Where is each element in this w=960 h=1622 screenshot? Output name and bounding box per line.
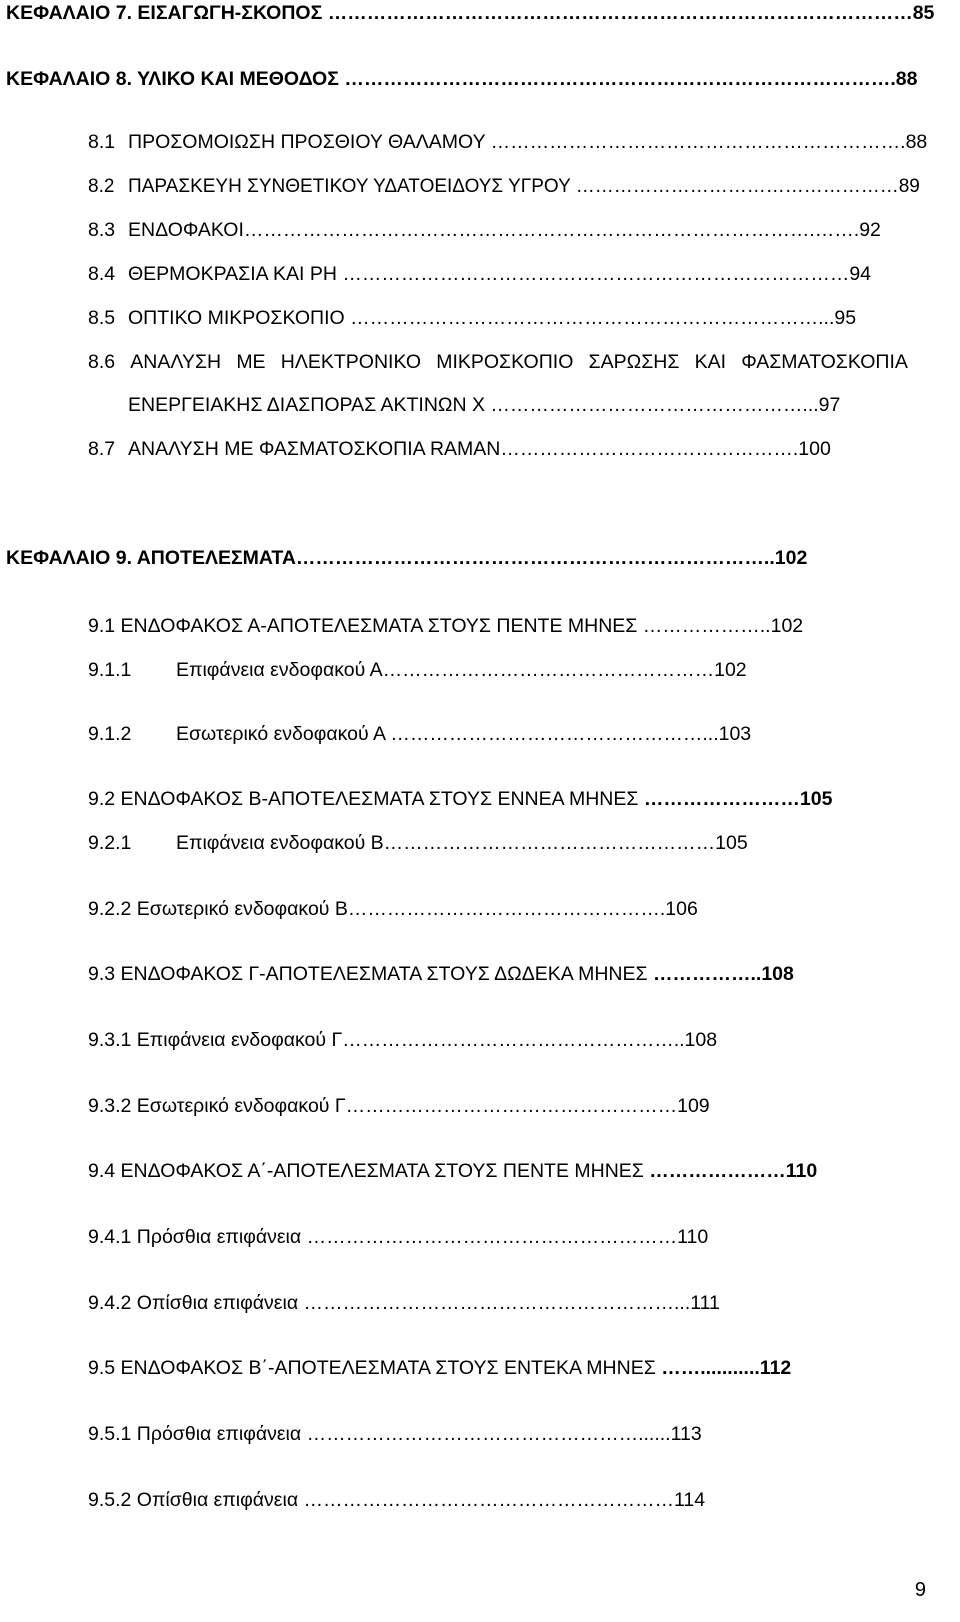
word: ΑΝΑΛΥΣΗ <box>130 351 222 373</box>
toc-entry-chapter-9: ΚΕΦΑΛΑΙΟ 9. ΑΠΟΤΕΛΕΣΜΑΤΑ………………………………………………………………..102 <box>6 547 808 569</box>
section-title: ΠΡΟΣΟΜΟΙΩΣΗ ΠΡΟΣΘΙΟΥ ΘΑΛΑΜΟΥ ……………………………………………………….88 <box>128 131 928 153</box>
word: ΜΙΚΡΟΣΚΟΠΙΟ <box>436 351 574 373</box>
page-leader: ……………………105 <box>643 788 833 810</box>
section-title: ΕΝΔΟΦΑΚΟΙ…………………………………………………………………………….…….92 <box>128 219 881 241</box>
toc-entry-9-4-2: 9.4.2 Οπίσθια επιφάνεια …………………………………………………...111 <box>88 1292 720 1314</box>
section-number: 8.4 <box>88 263 116 285</box>
word: ΜΕ <box>236 351 266 373</box>
word: ΣΑΡΩΣΗΣ <box>588 351 680 373</box>
section-title: ΠΑΡΑΣΚΕΥΗ ΣΥΝΘΕΤΙΚΟΥ ΥΔΑΤΟΕΙΔΟΥΣ ΥΓΡΟΥ ……………………………………………89 <box>128 176 920 197</box>
section-title: Επιφάνεια ενδοφακού Α……………………………………………102 <box>176 659 747 681</box>
toc-entry-9-3-2: 9.3.2 Εσωτερικό ενδοφακού Γ……………………………………………109 <box>88 1095 710 1117</box>
toc-entry-chapter-7: ΚΕΦΑΛΑΙΟ 7. ΕΙΣΑΓΩΓΗ-ΣΚΟΠΟΣ ………………………………………………………………………………85 <box>6 2 935 24</box>
section-number: 9.1.2 <box>88 723 132 745</box>
page-leader: ……………..108 <box>653 963 794 985</box>
toc-entry-chapter-8: ΚΕΦΑΛΑΙΟ 8. ΥΛΙΚΟ ΚΑΙ ΜΕΘΟΔΟΣ ………………………………………………………………………….88 <box>6 68 918 90</box>
toc-entry-9-5-2: 9.5.2 Οπίσθια επιφάνεια …………………………………………………114 <box>88 1489 706 1511</box>
section-title: 9.5 ΕΝΔΟΦΑΚΟΣ Β΄-ΑΠΟΤΕΛΕΣΜΑΤΑ ΣΤΟΥΣ ΕΝΤΕΚΑ ΜΗΝΕΣ <box>88 1357 662 1379</box>
toc-entry-9-2 <box>88 787 832 811</box>
section-title: ΘΕΡΜΟΚΡΑΣΙΑ ΚΑΙ PH ……………………………………………………………………94 <box>128 263 872 285</box>
toc-entry-9-1: 9.1 ΕΝΔΟΦΑΚΟΣ Α-ΑΠΟΤΕΛΕΣΜΑΤΑ ΣΤΟΥΣ ΠΕΝΤΕ ΜΗΝΕΣ ………………..102 <box>88 615 804 637</box>
page-leader: ……...........112 <box>661 1357 792 1379</box>
word: ΦΑΣΜΑΤΟΣΚΟΠΙΑ <box>741 351 908 373</box>
section-title: Εσωτερικό ενδοφακού Α …………………………………………...103 <box>176 723 752 745</box>
toc-entry-9-3-1: 9.3.1 Επιφάνεια ενδοφακού Γ……………………………………………..108 <box>88 1029 718 1051</box>
toc-entry-9-1-1 <box>88 658 747 682</box>
toc-entry-9-2-2: 9.2.2 Εσωτερικό ενδοφακού Β………………………………………….106 <box>88 898 698 920</box>
section-number: 8.1 <box>88 131 116 153</box>
toc-entry-9-4-1: 9.4.1 Πρόσθια επιφάνεια …………………………………………………110 <box>88 1226 709 1248</box>
section-number: 8.7 <box>88 438 116 460</box>
section-number: 8.5 <box>88 307 116 329</box>
toc-entry-8-6-continued: ΕΝΕΡΓΕΙΑΚΗΣ ΔΙΑΣΠΟΡΑΣ ΑΚΤΙΝΩΝ Χ …………………………………………...97 <box>128 394 841 416</box>
toc-entry-8-4 <box>88 262 871 286</box>
toc-entry-8-7 <box>88 437 831 461</box>
section-number: 8.2 <box>88 176 115 197</box>
page-leader: …………………110 <box>649 1160 818 1182</box>
toc-entry-8-1 <box>88 130 927 154</box>
section-title: 9.2 ΕΝΔΟΦΑΚΟΣ Β-ΑΠΟΤΕΛΕΣΜΑΤΑ ΣΤΟΥΣ ΕΝΝΕΑ ΜΗΝΕΣ <box>88 788 644 810</box>
word: ΚΑΙ <box>694 351 727 373</box>
toc-entry-9-4 <box>88 1159 817 1183</box>
toc-entry-9-5 <box>88 1356 791 1380</box>
toc-entry-9-2-1 <box>88 831 748 855</box>
section-number: 9.2.1 <box>88 832 132 854</box>
toc-entry-9-3 <box>88 962 794 986</box>
toc-entry-8-2 <box>88 175 920 199</box>
section-title: Επιφάνεια ενδοφακού Β……………………………………………105 <box>176 832 748 854</box>
section-number: 8.3 <box>88 219 116 241</box>
page-number: 9 <box>914 1579 926 1601</box>
section-title: 9.3 ΕΝΔΟΦΑΚΟΣ Γ-ΑΠΟΤΕΛΕΣΜΑΤΑ ΣΤΟΥΣ ΔΩΔΕΚΑ ΜΗΝΕΣ <box>88 963 653 985</box>
toc-entry-9-1-2 <box>88 722 751 746</box>
toc-entry-8-6 <box>88 350 908 374</box>
word: ΗΛΕΚΤΡΟΝΙΚΟ <box>280 351 422 373</box>
section-title: 9.4 ΕΝΔΟΦΑΚΟΣ Α΄-ΑΠΟΤΕΛΕΣΜΑΤΑ ΣΤΟΥΣ ΠΕΝΤΕ ΜΗΝΕΣ <box>88 1160 650 1182</box>
section-title: ΟΠΤΙΚΟ ΜΙΚΡΟΣΚΟΠΙΟ ………………………………………………………………...95 <box>128 307 857 329</box>
toc-entry-8-3 <box>88 218 881 242</box>
toc-entry-8-5 <box>88 306 856 330</box>
section-number: 8.6 <box>88 351 116 373</box>
toc-entry-9-5-1: 9.5.1 Πρόσθια επιφάνεια ……………………………………………......113 <box>88 1423 702 1445</box>
section-title: ΑΝΑΛΥΣΗ ΜΕ ΦΑΣΜΑΤΟΣΚΟΠΙΑ RAMAN……………………………………….100 <box>128 438 831 460</box>
section-number: 9.1.1 <box>88 659 132 681</box>
